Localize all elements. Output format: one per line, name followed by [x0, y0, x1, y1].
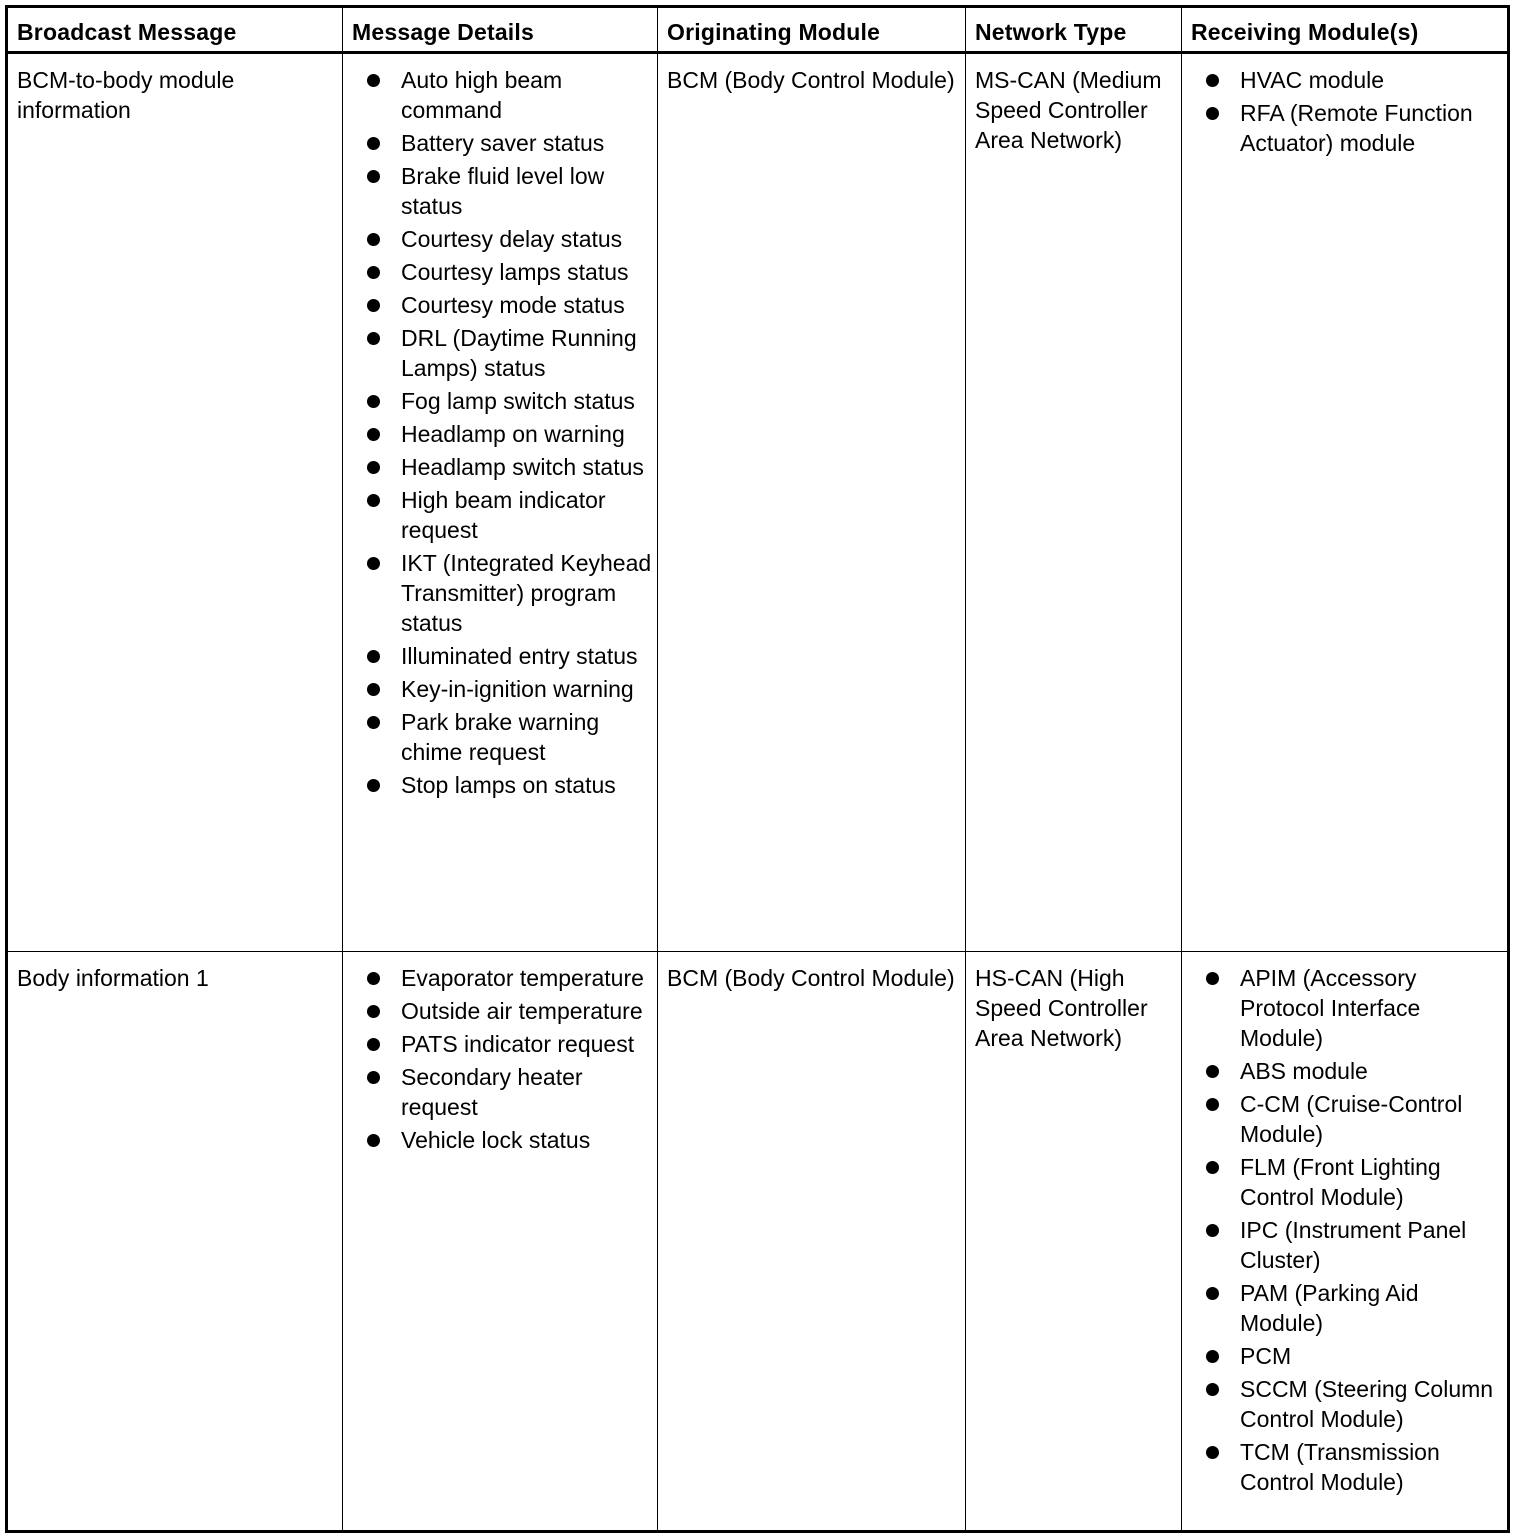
- bullet-dot-icon: [367, 716, 380, 729]
- list-item-text: Battery saver status: [401, 130, 605, 156]
- list-item: [367, 65, 653, 125]
- list-item: [367, 224, 653, 254]
- list-item: [367, 548, 653, 638]
- broadcast-message-cell: [7, 53, 343, 952]
- broadcast-message-text: BCM-to-body module information: [17, 67, 235, 123]
- originating-module-cell: [658, 53, 966, 952]
- receiving-modules-cell: [1182, 952, 1509, 1532]
- list-item: [367, 963, 653, 993]
- originating-module-text: BCM (Body Control Module): [667, 965, 955, 991]
- list-item-text: HVAC module: [1240, 67, 1385, 93]
- list-item: [367, 386, 653, 416]
- message-details-list: [343, 952, 657, 1155]
- bullet-dot-icon: [367, 683, 380, 696]
- list-item: [1206, 1215, 1503, 1275]
- bullet-dot-icon: [367, 395, 380, 408]
- list-item-text: Secondary heater request: [401, 1064, 583, 1120]
- bullet-dot-icon: [367, 461, 380, 474]
- list-item: [1206, 1341, 1503, 1371]
- list-item: [367, 707, 653, 767]
- list-item-text: Vehicle lock status: [401, 1127, 591, 1153]
- bullet-dot-icon: [1206, 1446, 1219, 1459]
- table-row: [7, 53, 1509, 952]
- receiving-modules-list: [1182, 54, 1507, 158]
- message-details-list: [343, 54, 657, 800]
- list-item: [1206, 1056, 1503, 1086]
- list-item-text: Fog lamp switch status: [401, 388, 635, 414]
- list-item: [367, 323, 653, 383]
- list-item-text: Courtesy mode status: [401, 292, 625, 318]
- bullet-dot-icon: [1206, 1098, 1219, 1111]
- network-type-text: MS-CAN (Medium Speed Controller Area Network): [975, 67, 1162, 153]
- list-item-text: IKT (Integrated Keyhead Transmitter) program status: [401, 550, 652, 636]
- bullet-dot-icon: [367, 170, 380, 183]
- list-item-text: Evaporator temperature: [401, 965, 644, 991]
- bullet-dot-icon: [1206, 74, 1219, 87]
- list-item-text: Courtesy lamps status: [401, 259, 629, 285]
- network-type-text: HS-CAN (High Speed Controller Area Network): [975, 965, 1148, 1051]
- list-item: [1206, 963, 1503, 1053]
- bullet-dot-icon: [367, 557, 380, 570]
- bullet-dot-icon: [1206, 1350, 1219, 1363]
- list-item-text: Headlamp switch status: [401, 454, 644, 480]
- bullet-dot-icon: [367, 74, 380, 87]
- list-item-text: Courtesy delay status: [401, 226, 623, 252]
- list-item-text: RFA (Remote Function Actuator) module: [1240, 100, 1473, 156]
- list-item: [367, 996, 653, 1026]
- header-originating-module: Originating Module: [658, 7, 966, 53]
- header-receiving-modules: Receiving Module(s): [1182, 7, 1509, 53]
- bullet-dot-icon: [367, 233, 380, 246]
- table-row: [7, 952, 1509, 1532]
- list-item: [367, 419, 653, 449]
- list-item: [367, 161, 653, 221]
- list-item: [367, 674, 653, 704]
- header-message-details: Message Details: [343, 7, 658, 53]
- list-item: [367, 770, 653, 800]
- list-item-text: FLM (Front Lighting Control Module): [1240, 1154, 1441, 1210]
- list-item-text: Headlamp on warning: [401, 421, 625, 447]
- bullet-dot-icon: [367, 1071, 380, 1084]
- list-item-text: APIM (Accessory Protocol Interface Module): [1240, 965, 1421, 1051]
- message-details-cell: [343, 952, 658, 1532]
- list-item-text: Stop lamps on status: [401, 772, 616, 798]
- list-item-text: PCM: [1240, 1343, 1292, 1369]
- list-item-text: PATS indicator request: [401, 1031, 635, 1057]
- network-type-cell: [966, 53, 1182, 952]
- header-broadcast-message: Broadcast Message: [7, 7, 343, 53]
- bullet-dot-icon: [367, 299, 380, 312]
- list-item: [367, 128, 653, 158]
- list-item: [1206, 1374, 1503, 1434]
- bullet-dot-icon: [367, 650, 380, 663]
- list-item: [367, 485, 653, 545]
- originating-module-cell: [658, 952, 966, 1532]
- list-item-text: TCM (Transmission Control Module): [1240, 1439, 1440, 1495]
- receiving-modules-cell: [1182, 53, 1509, 952]
- list-item-text: SCCM (Steering Column Control Module): [1240, 1376, 1494, 1432]
- list-item-text: Outside air temperature: [401, 998, 643, 1024]
- list-item-text: DRL (Daytime Running Lamps) status: [401, 325, 637, 381]
- list-item: [1206, 1152, 1503, 1212]
- list-item: [1206, 65, 1503, 95]
- list-item-text: ABS module: [1240, 1058, 1368, 1084]
- list-item-text: Park brake warning chime request: [401, 709, 600, 765]
- list-item-text: Brake fluid level low status: [401, 163, 605, 219]
- bullet-dot-icon: [367, 494, 380, 507]
- bullet-dot-icon: [1206, 1065, 1219, 1078]
- bullet-dot-icon: [367, 266, 380, 279]
- broadcast-message-table: [5, 5, 1510, 1533]
- list-item: [367, 641, 653, 671]
- list-item: [367, 1125, 653, 1155]
- list-item-text: Auto high beam command: [401, 67, 563, 123]
- message-details-cell: [343, 53, 658, 952]
- bullet-dot-icon: [1206, 972, 1219, 985]
- bullet-dot-icon: [1206, 107, 1219, 120]
- network-type-cell: [966, 952, 1182, 1532]
- list-item: [367, 1029, 653, 1059]
- list-item-text: IPC (Instrument Panel Cluster): [1240, 1217, 1467, 1273]
- list-item-text: Key-in-ignition warning: [401, 676, 634, 702]
- bullet-dot-icon: [367, 428, 380, 441]
- list-item: [1206, 98, 1503, 158]
- bullet-dot-icon: [367, 1134, 380, 1147]
- bullet-dot-icon: [1206, 1161, 1219, 1174]
- originating-module-text: BCM (Body Control Module): [667, 67, 955, 93]
- receiving-modules-list: [1182, 952, 1507, 1497]
- list-item: [1206, 1278, 1503, 1338]
- list-item-text: PAM (Parking Aid Module): [1240, 1280, 1419, 1336]
- list-item: [367, 290, 653, 320]
- bullet-dot-icon: [367, 972, 380, 985]
- list-item-text: Illuminated entry status: [401, 643, 638, 669]
- list-item: [367, 452, 653, 482]
- bullet-dot-icon: [1206, 1383, 1219, 1396]
- list-item: [367, 1062, 653, 1122]
- list-item: [1206, 1437, 1503, 1497]
- bullet-dot-icon: [367, 137, 380, 150]
- table-header-row: [7, 7, 1509, 53]
- bullet-dot-icon: [367, 332, 380, 345]
- broadcast-message-text: Body information 1: [17, 965, 209, 991]
- bullet-dot-icon: [367, 1038, 380, 1051]
- bullet-dot-icon: [367, 1005, 380, 1018]
- bullet-dot-icon: [1206, 1287, 1219, 1300]
- list-item-text: C-CM (Cruise-Control Module): [1240, 1091, 1463, 1147]
- bullet-dot-icon: [367, 779, 380, 792]
- bullet-dot-icon: [1206, 1224, 1219, 1237]
- list-item-text: High beam indicator request: [401, 487, 606, 543]
- list-item: [1206, 1089, 1503, 1149]
- broadcast-message-cell: [7, 952, 343, 1532]
- header-network-type: Network Type: [966, 7, 1182, 53]
- list-item: [367, 257, 653, 287]
